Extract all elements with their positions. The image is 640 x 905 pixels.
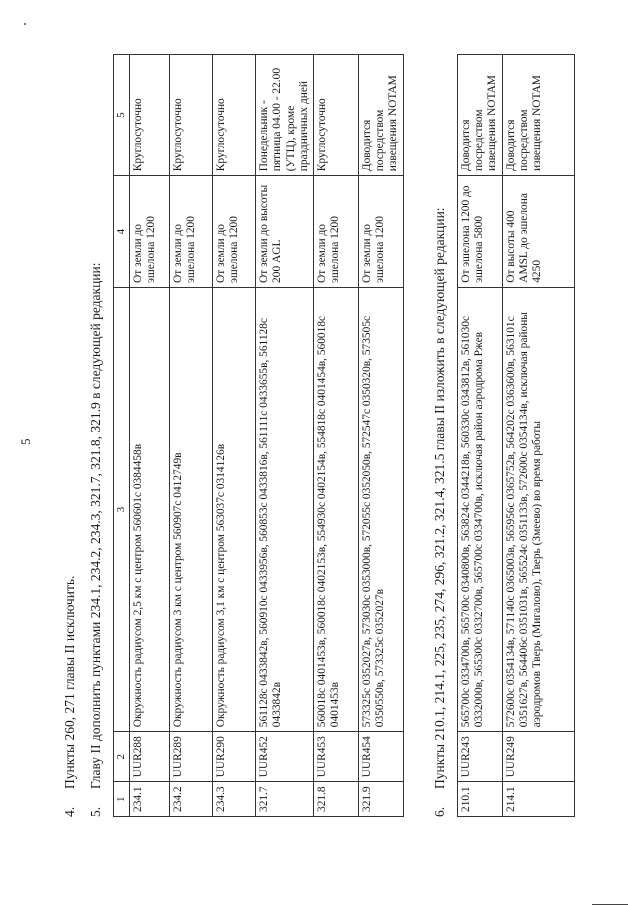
table-row bbox=[314, 55, 359, 817]
cell-code: UUR452 bbox=[256, 732, 314, 782]
cell-item: 234.2 bbox=[170, 782, 213, 817]
header-col-3: 3 bbox=[114, 287, 130, 731]
cell-altitude: От земли до высоты 200 AGL bbox=[256, 176, 314, 288]
cell-time: Круглосуточно bbox=[130, 55, 170, 176]
item-5 bbox=[88, 57, 106, 817]
cell-item: 321.8 bbox=[314, 782, 359, 817]
table-row bbox=[503, 55, 575, 817]
cell-item: 214.1 bbox=[503, 782, 575, 817]
cell-boundary: Окружность радиусом 3,1 км с центром 563037с 0314126в bbox=[213, 287, 256, 731]
cell-boundary: 561128с 0433842в, 560910с 0433956в, 560853с 0433816в, 561111с 0433655в, 561128с 0433842в bbox=[256, 287, 314, 731]
cell-altitude: От земли до эшелона 1200 bbox=[130, 176, 170, 288]
cell-boundary: 565700с 0334700в, 565700с 0340800в, 563824с 0344218в, 560330с 0343812в, 561030с 0332000в, 565300с 0332700в, 565700с 0334700в, исключая район аэродрома Ржев bbox=[458, 287, 503, 731]
item-6 bbox=[432, 57, 450, 817]
cell-time: Круглосуточно bbox=[314, 55, 359, 176]
cell-boundary: 560018с 0401453в, 560018с 0402153в, 554930с 0402154в, 554818с 0401454в, 560018с 0401453в bbox=[314, 287, 359, 731]
header-col-5: 5 bbox=[114, 55, 130, 176]
cell-time: Доводится посредством извещения NOTAM bbox=[503, 55, 575, 176]
cell-altitude: От земли до эшелона 1200 bbox=[170, 176, 213, 288]
item-5-text: Главу II дополнить пунктами 234.1, 234.2, 234.3, 321.7, 321.8, 321.9 в следующей редакции: bbox=[88, 262, 103, 789]
item-4-text: Пункты 260, 271 главы II исключить. bbox=[62, 575, 77, 789]
table-row bbox=[458, 55, 503, 817]
cell-item: 234.1 bbox=[130, 782, 170, 817]
cell-code: UUR243 bbox=[458, 732, 503, 782]
header-col-4: 4 bbox=[114, 176, 130, 288]
table-revised-items bbox=[457, 54, 575, 817]
cell-altitude: От высоты 400 AMSL до эшелона 4250 bbox=[503, 176, 575, 288]
cell-item: 321.7 bbox=[256, 782, 314, 817]
cell-code: UUR290 bbox=[213, 732, 256, 782]
cell-boundary: Окружность радиусом 2,5 км с центром 560601с 0384458в bbox=[130, 287, 170, 731]
cell-item: 210.1 bbox=[458, 782, 503, 817]
scan-artifact-dot bbox=[24, 23, 26, 25]
cell-altitude: От земли до эшелона 1200 bbox=[213, 176, 256, 288]
cell-code: UUR454 bbox=[359, 732, 404, 782]
table-header-row bbox=[114, 55, 130, 817]
item-6-number: 6. bbox=[432, 806, 447, 817]
cell-boundary: Окружность радиусом 3 км с центром 560907с 0412749в bbox=[170, 287, 213, 731]
table-row bbox=[256, 55, 314, 817]
table-row bbox=[359, 55, 404, 817]
page-number: 5 bbox=[18, 438, 33, 445]
cell-time: Круглосуточно bbox=[170, 55, 213, 176]
item-5-number: 5. bbox=[88, 806, 103, 817]
cell-code: UUR288 bbox=[130, 732, 170, 782]
cell-boundary: 573325с 0352027в, 573030с 0353000в, 572055с 0352050в, 572547с 0350320в, 573505с 0350550в, 573325с 0352027в bbox=[359, 287, 404, 731]
header-col-2: 2 bbox=[114, 732, 130, 782]
table-new-items bbox=[113, 54, 404, 817]
cell-altitude: От земли до эшелона 1200 bbox=[314, 176, 359, 288]
cell-time: Круглосуточно bbox=[213, 55, 256, 176]
item-6-text: Пункты 210.1, 214.1, 225, 235, 274, 296, 321.2, 321.4, 321.5 главы II изложить в следующей редакции: bbox=[432, 207, 447, 789]
cell-code: UUR453 bbox=[314, 732, 359, 782]
item-4-number: 4. bbox=[62, 806, 77, 817]
cell-code: UUR289 bbox=[170, 732, 213, 782]
cell-boundary: 572600с 0354134в, 571140с 0365003в, 565956с 0365752в, 564202с 0363600в, 563101с 0351627в, 564406с 0351031в, 565524с 0351133в, 572600с 0354134в, исключая районы аэродромов Тверь (Мигалово), Тверь (Змеево) во время работы bbox=[503, 287, 575, 731]
cell-time: Понедельник - пятница 04.00 - 22.00 (УТЦ), кроме праздничных дней bbox=[256, 55, 314, 176]
table-row bbox=[170, 55, 213, 817]
cell-time: Доводится посредством извещения NOTAM bbox=[458, 55, 503, 176]
cell-item: 321.9 bbox=[359, 782, 404, 817]
table-row bbox=[130, 55, 170, 817]
cell-code: UUR249 bbox=[503, 732, 575, 782]
cell-item: 234.3 bbox=[213, 782, 256, 817]
cell-time: Доводится посредством извещения NOTAM bbox=[359, 55, 404, 176]
cell-altitude: От земли до эшелона 1200 bbox=[359, 176, 404, 288]
cell-altitude: От эшелона 1200 до эшелона 5800 bbox=[458, 176, 503, 288]
header-col-1: 1 bbox=[114, 782, 130, 817]
item-4 bbox=[62, 117, 80, 817]
table-row bbox=[213, 55, 256, 817]
